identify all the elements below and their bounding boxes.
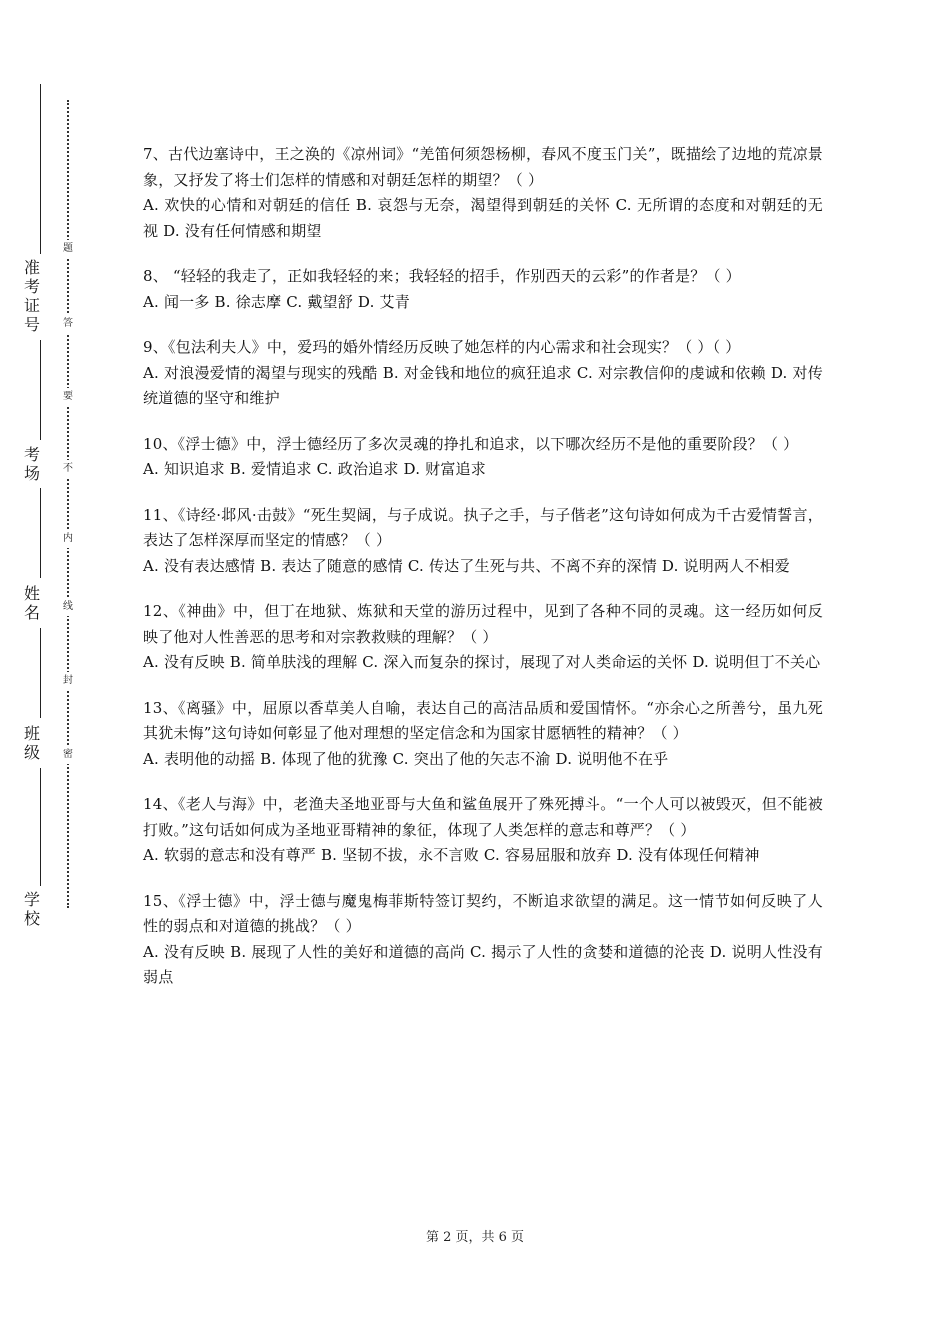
binding-margin — [0, 0, 110, 1344]
question-11 — [143, 503, 823, 580]
question-12 — [143, 599, 823, 676]
field-line — [40, 768, 41, 886]
seal-char: 封 — [60, 672, 76, 690]
question-options: A. 没有反映 B. 简单肤浅的理解 C. 深入而复杂的探讨，展现了对人类命运的关怀 D. 说明但丁不关心 — [143, 653, 821, 671]
seal-char: 内 — [60, 530, 76, 548]
page-number: 第 2 页，共 6 页 — [425, 1230, 525, 1245]
seal-char: 要 — [60, 388, 76, 406]
question-list — [143, 142, 823, 1011]
field-line — [40, 628, 41, 718]
question-stem: 15、《浮士德》中，浮士德与魔鬼梅菲斯特签订契约，不断追求欲望的满足。这一情节如何反映了人性的弱点和对道德的挑战？（ ） — [143, 891, 823, 935]
question-stem: 14、《老人与海》中，老渔夫圣地亚哥与大鱼和鲨鱼展开了殊死搏斗。“一个人可以被毁灭，但不能被打败。”这句话如何成为圣地亚哥精神的象征，体现了人类怎样的意志和尊严？（ ） — [143, 795, 823, 839]
question-stem: 9、《包法利夫人》中，爱玛的婚外情经历反映了她怎样的内心需求和社会现实？（ ）（ ） — [143, 338, 741, 356]
field-label-exam-room: 考场 — [23, 445, 40, 483]
seal-char: 线 — [60, 598, 76, 616]
question-options: A. 没有反映 B. 展现了人性的美好和道德的高尚 C. 揭示了人性的贪婪和道德的沦丧 D. 说明人性没有弱点 — [143, 942, 823, 986]
question-stem: 12、《神曲》中，但丁在地狱、炼狱和天堂的游历过程中，见到了各种不同的灵魂。这一经历如何反映了他对人性善恶的思考和对宗教救赎的理解？（ ） — [143, 602, 823, 646]
question-15 — [143, 889, 823, 991]
question-stem: 11、《诗经·邶风·击鼓》“死生契阔，与子成说。执子之手，与子偕老”这句诗如何成为千古爱情誓言，表达了怎样深厚而坚定的情感？（ ） — [143, 505, 823, 549]
field-line — [40, 340, 41, 440]
question-7 — [143, 142, 823, 244]
question-options: A. 对浪漫爱情的渴望与现实的残酷 B. 对金钱和地位的疯狂追求 C. 对宗教信仰的虔诚和依赖 D. 对传统道德的坚守和维护 — [143, 363, 823, 407]
question-13 — [143, 696, 823, 773]
question-options: A. 知识追求 B. 爱情追求 C. 政治追求 D. 财富追求 — [143, 460, 486, 478]
question-stem: 8、 “轻轻的我走了，正如我轻轻的来；我轻轻的招手，作别西天的云彩”的作者是？（ ） — [143, 267, 741, 285]
field-label-school: 学校 — [23, 890, 40, 928]
field-label-exam-number: 准考证号 — [23, 258, 40, 334]
question-options: A. 闻一多 B. 徐志摩 C. 戴望舒 D. 艾青 — [143, 292, 410, 311]
seal-char: 答 — [60, 315, 76, 333]
question-9 — [143, 335, 823, 412]
question-options: A. 表明他的动摇 B. 体现了他的犹豫 C. 突出了他的矢志不渝 D. 说明他不在乎 — [143, 749, 669, 768]
question-10 — [143, 432, 823, 483]
question-stem: 13、《离骚》中，屈原以香草美人自喻，表达自己的高洁品质和爱国情怀。“亦余心之所善兮，虽九死其犹未悔”这句诗如何彰显了他对理想的坚定信念和为国家甘愿牺牲的精神？（ ） — [143, 698, 823, 742]
seal-dotted-line — [67, 100, 69, 908]
question-stem: 7、古代边塞诗中，王之涣的《凉州词》“羌笛何须怨杨柳，春风不度玉门关”，既描绘了边地的荒凉景象，又抒发了将士们怎样的情感和对朝廷怎样的期望？（ ） — [143, 145, 823, 189]
question-options: A. 欢快的心情和对朝廷的信任 B. 哀怨与无奈，渴望得到朝廷的关怀 C. 无所谓的态度和对朝廷的无视 D. 没有任何情感和期望 — [143, 196, 823, 240]
question-stem: 10、《浮士德》中，浮士德经历了多次灵魂的挣扎和追求，以下哪次经历不是他的重要阶段？（ ） — [143, 434, 799, 453]
question-options: A. 软弱的意志和没有尊严 B. 坚韧不拔，永不言败 C. 容易屈服和放弃 D. 没有体现任何精神 — [143, 846, 760, 864]
question-14 — [143, 792, 823, 869]
seal-char: 题 — [60, 240, 76, 258]
question-8 — [143, 264, 823, 315]
seal-char: 密 — [60, 746, 76, 764]
field-label-class: 班级 — [23, 724, 40, 762]
question-options: A. 没有表达感情 B. 表达了随意的感情 C. 传达了生死与共、不离不弃的深情 D. 说明两人不相爱 — [143, 556, 790, 575]
seal-char: 不 — [60, 460, 76, 478]
field-line — [40, 84, 41, 254]
field-line — [40, 488, 41, 578]
field-label-name: 姓名 — [23, 584, 40, 622]
